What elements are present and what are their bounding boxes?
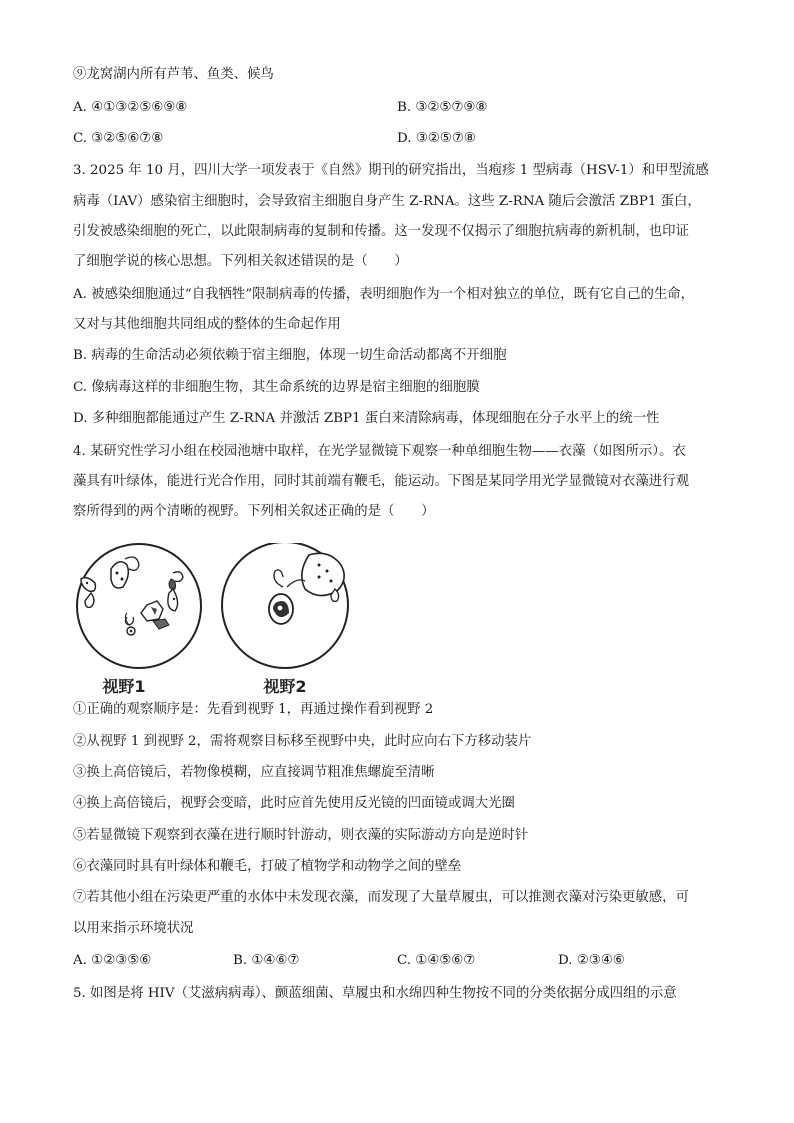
q4-statement-7-line-2: 以用来指示环境状况 bbox=[73, 921, 194, 936]
q3-stem-line-1: 3. 2025 年 10 月，四川大学一项发表于《自然》期刊的研究指出，当疱疹 1 型病毒（HSV-1）和甲型流感 bbox=[73, 163, 709, 178]
q3-option-a-line-1: A. 被感染细胞通过“自我牺牲”限制病毒的传播，表明细胞作为一个相对独立的单位，既有它自己的生命， bbox=[73, 287, 695, 302]
q3-option-d: D. 多种细胞都能通过产生 Z-RNA 并激活 ZBP1 蛋白来清除病毒，体现细胞在分子水平上的统一性 bbox=[73, 411, 660, 426]
q2-item-9: ⑨龙窝湖内所有芦苇、鱼类、候鸟 bbox=[73, 67, 274, 82]
view-2-circle bbox=[222, 543, 348, 668]
q4-statement-1: ①正确的观察顺序是：先看到视野 1，再通过操作看到视野 2 bbox=[73, 702, 434, 717]
q3-stem-line-2: 病毒（IAV）感染宿主细胞时，会导致宿主细胞自身产生 Z-RNA。这些 Z-RNA 随后会激活 ZBP1 蛋白， bbox=[73, 194, 701, 209]
q4-statement-2: ②从视野 1 到视野 2，需将观察目标移至视野中央，此时应向右下方移动装片 bbox=[73, 734, 532, 749]
view-1-caption: 视野1 bbox=[102, 677, 146, 696]
view-1-circle bbox=[77, 544, 201, 668]
q2-option-c: C. ③②⑤⑥⑦⑧ bbox=[73, 131, 164, 146]
q4-statement-4: ④换上高倍镜后，视野会变暗，此时应首先使用反光镜的凹面镜或调大光圈 bbox=[73, 796, 515, 811]
q4-option-d: D. ②③④⑥ bbox=[558, 953, 625, 968]
q4-option-c: C. ①④⑤⑥⑦ bbox=[397, 953, 476, 968]
q5-stem-line-1: 5. 如图是将 HIV（艾滋病病毒）、颤蓝细菌、草履虫和水绵四种生物按不同的分类依据分成四组的示意 bbox=[73, 986, 677, 1001]
q4-statement-6: ⑥衣藻同时具有叶绿体和鞭毛，打破了植物学和动物学之间的壁垒 bbox=[73, 859, 462, 874]
q2-option-a: A. ④①③②⑤⑥⑨⑧ bbox=[73, 100, 188, 115]
q3-option-b: B. 病毒的生命活动必须依赖于宿主细胞，体现一切生命活动都离不开细胞 bbox=[73, 348, 507, 363]
q3-stem-line-3: 引发被感染细胞的死亡，以此限制病毒的复制和传播。这一发现不仅揭示了细胞抗病毒的新机制，也印证 bbox=[73, 224, 689, 239]
q4-stem-line-1: 4. 某研究性学习小组在校园池塘中取样，在光学显微镜下观察一种单细胞生物——衣藻（如图所示）。衣 bbox=[73, 444, 686, 459]
view-2-caption: 视野2 bbox=[263, 677, 307, 696]
microscope-view-figure bbox=[73, 543, 363, 703]
q3-option-a-line-2: 又对与其他细胞共同组成的整体的生命起作用 bbox=[73, 317, 341, 332]
q4-stem-line-3: 察所得到的两个清晰的视野。下列相关叙述正确的是（ ） bbox=[73, 504, 435, 519]
q3-stem-line-4: 了细胞学说的核心思想。下列相关叙述错误的是（ ） bbox=[73, 254, 408, 269]
q4-statement-7-line-1: ⑦若其他小组在污染更严重的水体中未发现衣藻，而发现了大量草履虫，可以推测衣藻对污染更敏感，可 bbox=[73, 890, 689, 905]
q2-option-b: B. ③②⑤⑦⑨⑧ bbox=[397, 100, 488, 115]
q4-statement-5: ⑤若显微镜下观察到衣藻在进行顺时针游动，则衣藻的实际游动方向是逆时针 bbox=[73, 828, 529, 843]
q4-option-a: A. ①②③⑤⑥ bbox=[73, 953, 152, 968]
q4-statement-3: ③换上高倍镜后，若物像模糊，应直接调节粗准焦螺旋至清晰 bbox=[73, 765, 435, 780]
q4-option-b: B. ①④⑥⑦ bbox=[233, 953, 300, 968]
q2-option-d: D. ③②⑤⑦⑧ bbox=[397, 131, 476, 146]
q3-option-c: C. 像病毒这样的非细胞生物，其生命系统的边界是宿主细胞的细胞膜 bbox=[73, 380, 480, 395]
q4-stem-line-2: 藻具有叶绿体，能进行光合作用，同时其前端有鞭毛，能运动。下图是某同学用光学显微镜对衣藻进行观 bbox=[73, 474, 689, 489]
